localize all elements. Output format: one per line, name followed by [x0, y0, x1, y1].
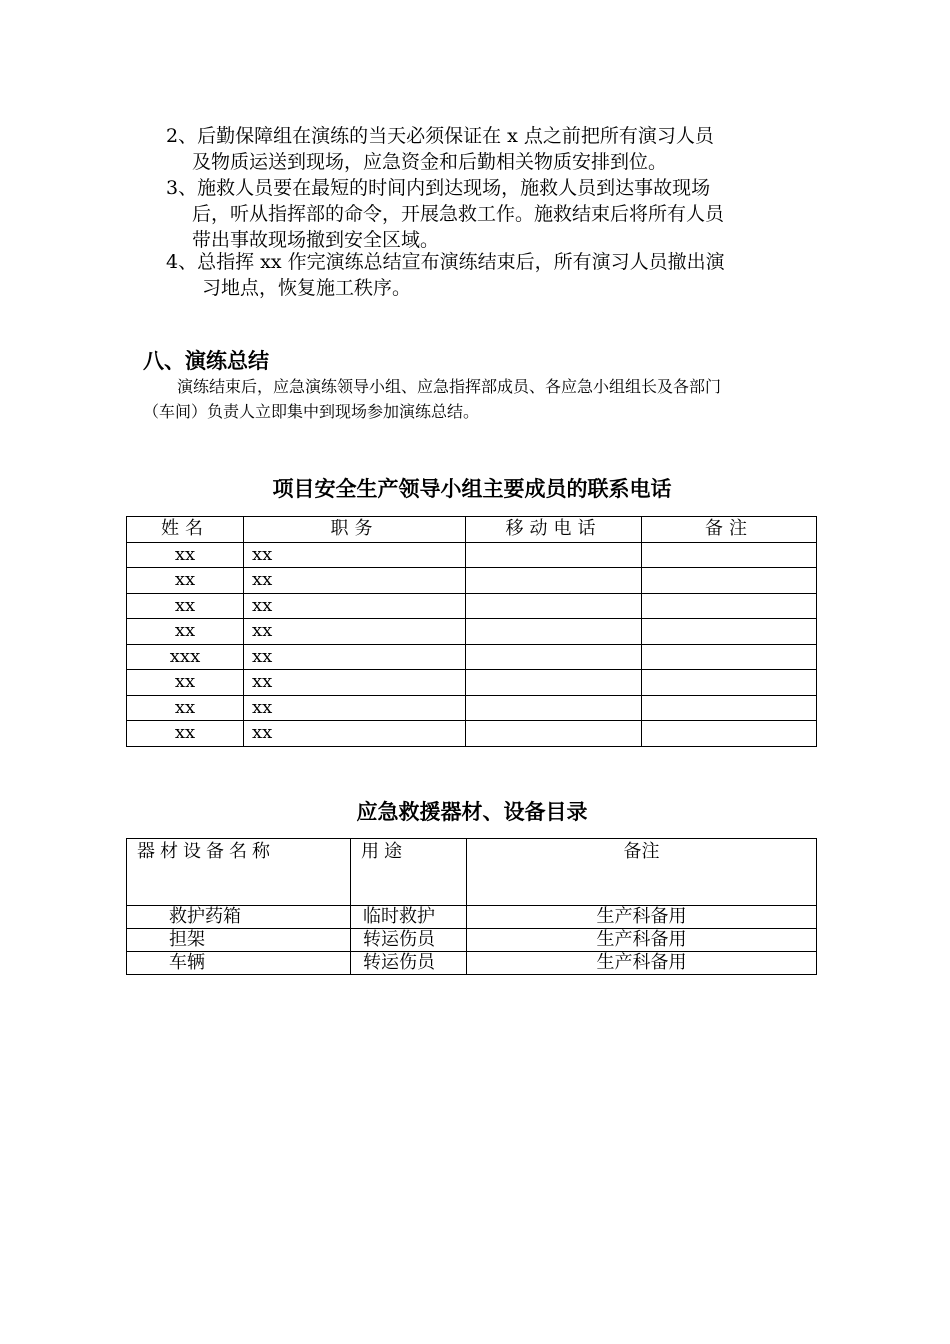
- cell-phone: [466, 542, 642, 568]
- table-row: [127, 568, 817, 594]
- cell-name: xx: [127, 568, 244, 594]
- cell-position: xx: [244, 721, 466, 747]
- cell-note: [642, 721, 817, 747]
- cell-position: xx: [244, 619, 466, 645]
- header-name: 姓名: [127, 517, 244, 543]
- cell-equipment-name: 救护药箱: [127, 906, 351, 929]
- cell-note: 生产科备用: [467, 906, 817, 929]
- cell-note: [642, 670, 817, 696]
- cell-use: 临时救护: [351, 906, 467, 929]
- table-row: [127, 695, 817, 721]
- procedure-item-3: [166, 175, 816, 253]
- header-position: 职务: [244, 517, 466, 543]
- cell-note: [642, 542, 817, 568]
- section-heading: 八、演练总结: [143, 349, 269, 373]
- cell-name: xxx: [127, 644, 244, 670]
- cell-name: xx: [127, 721, 244, 747]
- header-use: 用途: [351, 839, 467, 906]
- cell-note: [642, 593, 817, 619]
- procedure-item-2: [166, 123, 816, 175]
- procedure-line: 2、后勤保障组在演练的当天必须保证在 x 点之前把所有演习人员: [166, 125, 714, 147]
- table-row: [127, 644, 817, 670]
- cell-note: 生产科备用: [467, 929, 817, 952]
- table-row: [127, 670, 817, 696]
- cell-name: xx: [127, 695, 244, 721]
- procedure-line: 后，听从指挥部的命令，开展急救工作。施救结束后将所有人员: [192, 203, 725, 225]
- procedure-line: 及物质运送到现场，应急资金和后勤相关物质安排到位。: [192, 151, 668, 173]
- cell-position: xx: [244, 568, 466, 594]
- summary-paragraph: [143, 374, 813, 424]
- cell-use: 转运伤员: [351, 929, 467, 952]
- cell-position: xx: [244, 695, 466, 721]
- procedure-line: 3、施救人员要在最短的时间内到达现场，施救人员到达事故现场: [166, 177, 711, 199]
- summary-line: （车间）负责人立即集中到现场参加演练总结。: [143, 402, 480, 421]
- cell-phone: [466, 644, 642, 670]
- table-header-row: [127, 839, 817, 906]
- cell-note: [642, 644, 817, 670]
- contacts-table: [126, 516, 817, 747]
- table-header-row: [127, 517, 817, 543]
- table-row: [127, 542, 817, 568]
- table-row: [127, 593, 817, 619]
- cell-position: xx: [244, 593, 466, 619]
- cell-position: xx: [244, 670, 466, 696]
- cell-position: xx: [244, 644, 466, 670]
- cell-note: 生产科备用: [467, 952, 817, 975]
- cell-equipment-name: 车辆: [127, 952, 351, 975]
- header-note: 备注: [642, 517, 817, 543]
- equipment-table-title: 应急救援器材、设备目录: [356, 800, 588, 824]
- cell-position: xx: [244, 542, 466, 568]
- cell-phone: [466, 695, 642, 721]
- cell-phone: [466, 593, 642, 619]
- cell-name: xx: [127, 542, 244, 568]
- header-phone: 移动电话: [466, 517, 642, 543]
- cell-use: 转运伤员: [351, 952, 467, 975]
- procedure-line: 带出事故现场撤到安全区域。: [192, 229, 440, 251]
- table-row: [127, 929, 817, 952]
- header-note: 备注: [467, 839, 817, 906]
- header-equipment-name: 器材设备名称: [127, 839, 351, 906]
- table-row: [127, 952, 817, 975]
- table-row: [127, 721, 817, 747]
- cell-phone: [466, 670, 642, 696]
- cell-phone: [466, 568, 642, 594]
- cell-note: [642, 695, 817, 721]
- summary-line: 演练结束后，应急演练领导小组、应急指挥部成员、各应急小组组长及各部门: [177, 377, 722, 396]
- table-row: [127, 619, 817, 645]
- cell-phone: [466, 721, 642, 747]
- procedure-item-4: [166, 249, 816, 301]
- procedure-line: 4、总指挥 xx 作完演练总结宣布演练结束后，所有演习人员撤出演: [166, 251, 725, 273]
- table-row: [127, 906, 817, 929]
- cell-phone: [466, 619, 642, 645]
- cell-note: [642, 619, 817, 645]
- cell-note: [642, 568, 817, 594]
- procedure-line: 习地点，恢复施工秩序。: [202, 277, 412, 299]
- contacts-table-title: 项目安全生产领导小组主要成员的联系电话: [272, 477, 672, 501]
- cell-name: xx: [127, 619, 244, 645]
- cell-name: xx: [127, 670, 244, 696]
- cell-equipment-name: 担架: [127, 929, 351, 952]
- equipment-table: [126, 838, 817, 975]
- cell-name: xx: [127, 593, 244, 619]
